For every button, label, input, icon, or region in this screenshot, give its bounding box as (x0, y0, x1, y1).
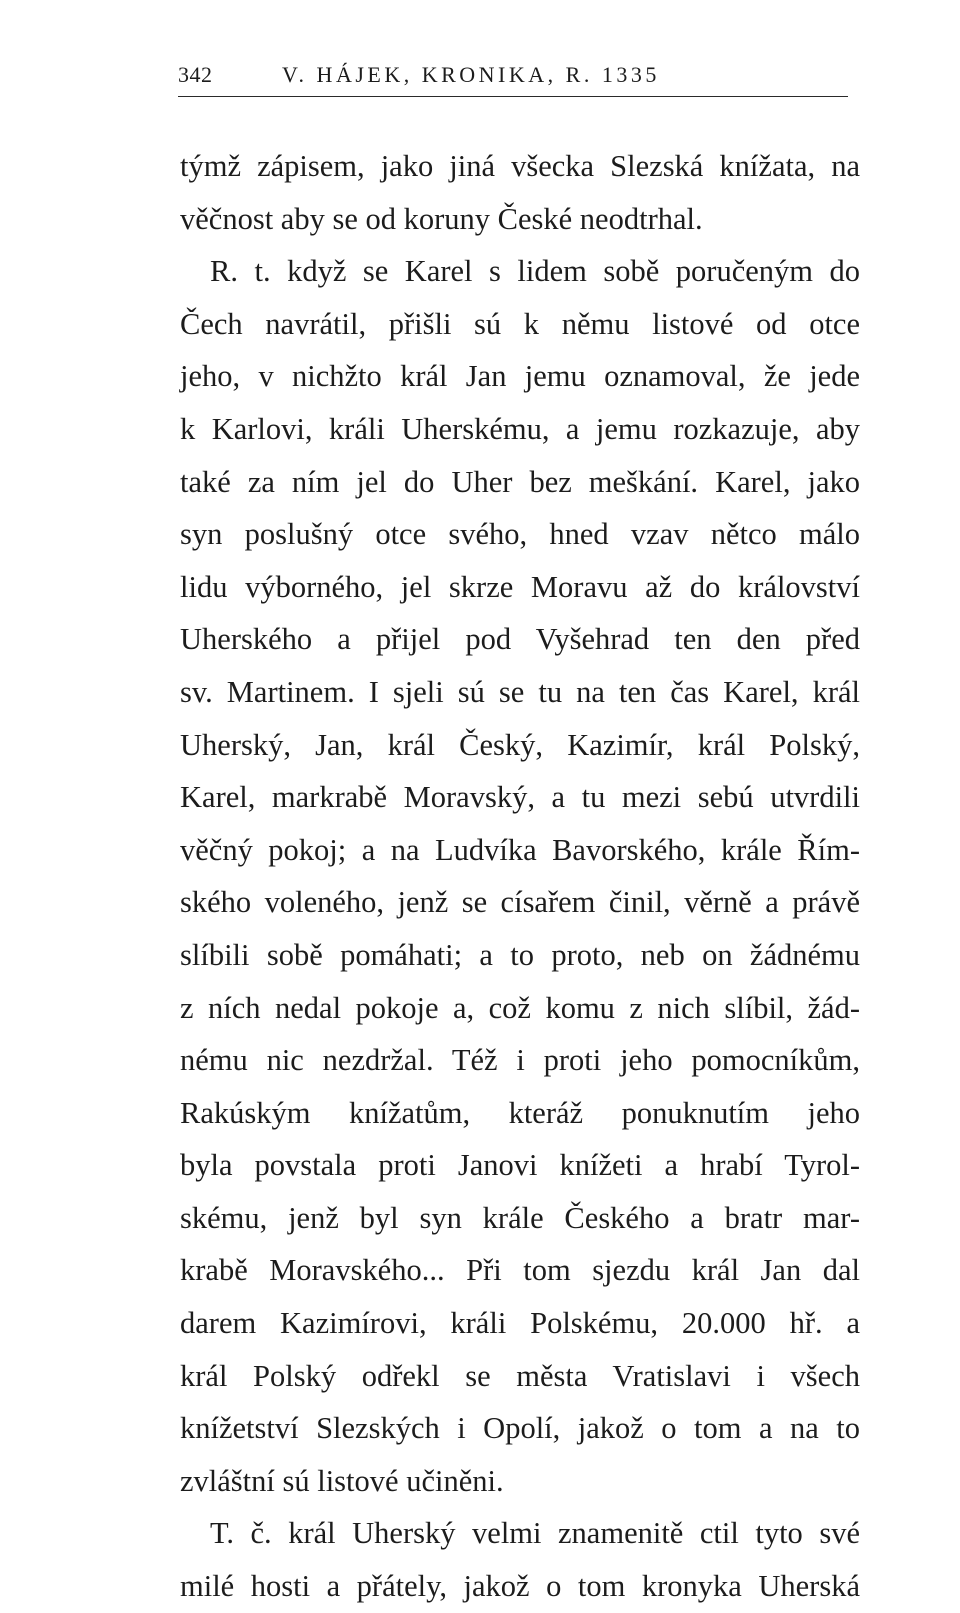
text-line: zvláštní sú listové učiněni. (180, 1463, 504, 1498)
text-line: syn poslušný otce svého, hned vzav nětco málo (180, 517, 860, 552)
running-head (178, 60, 848, 97)
text-line: z ních nedal pokoje a, což komu z nich slíbil, žád- (180, 990, 860, 1025)
text-line: Karel, markrabě Moravský, a tu mezi sebú utvrdili (180, 780, 860, 815)
body-text (180, 140, 860, 1613)
text-line: Rakúským knížatům, kteráž ponuknutím jeho (180, 1095, 860, 1130)
text-line: ského voleného, jenž se císařem činil, věrně a právě (180, 885, 860, 920)
text-line: věčný pokoj; a na Ludvíka Bavorského, krále Řím- (180, 832, 860, 867)
text-line: týmž zápisem, jako jiná všecka Slezská knížata, na (180, 149, 860, 183)
text-line: Uherského a přijel pod Vyšehrad ten den před (180, 622, 860, 657)
page-number: 342 (178, 62, 213, 87)
text-line: také za ním jel do Uher bez meškání. Karel, jako (180, 464, 860, 499)
text-line: jeho, v nichžto král Jan jemu oznamoval, že jede (180, 359, 860, 394)
text-line: k Karlovi, králi Uherskému, a jemu rozkazuje, aby (180, 411, 860, 446)
text-line: byla povstala proti Janovi knížeti a hrabí Tyrol- (180, 1148, 860, 1183)
text-line: lidu výborného, jel skrze Moravu až do království (180, 569, 860, 604)
text-line: slíbili sobě pomáhati; a to proto, neb on žádnému (180, 937, 860, 972)
text-line: darem Kazimírovi, králi Polskému, 20.000 hř. a (180, 1306, 860, 1341)
text-line: skému, jenž byl syn krále Českého a bratr mar- (180, 1200, 860, 1235)
text-line: knížetství Slezských i Opolí, jakož o tom a na to (180, 1411, 860, 1446)
text-line: krabě Moravského... Při tom sjezdu král Jan dal (180, 1253, 860, 1288)
text-line: milé hosti a přátely, jakož o tom kronyka Uherská (180, 1569, 860, 1604)
text-line: R. t. když se Karel s lidem sobě poručeným do (210, 254, 860, 289)
running-title: V. HÁJEK, KRONIKA, R. 1335 (282, 62, 660, 87)
text-line: Uherský, Jan, král Český, Kazimír, král Polský, (180, 727, 860, 762)
text-line: věčnost aby se od koruny České neodtrhal. (180, 201, 703, 236)
text-line: nému nic nezdržal. Též i proti jeho pomocníkům, (180, 1043, 860, 1078)
text-line: Čech navrátil, přišli sú k němu listové od otce (180, 306, 860, 341)
text-line: král Polský odřekl se města Vratislavi i všech (180, 1358, 860, 1393)
text-line: T. č. král Uherský velmi znamenitě ctil tyto své (210, 1516, 860, 1551)
text-line: sv. Martinem. I sjeli sú se tu na ten čas Karel, král (180, 674, 860, 709)
